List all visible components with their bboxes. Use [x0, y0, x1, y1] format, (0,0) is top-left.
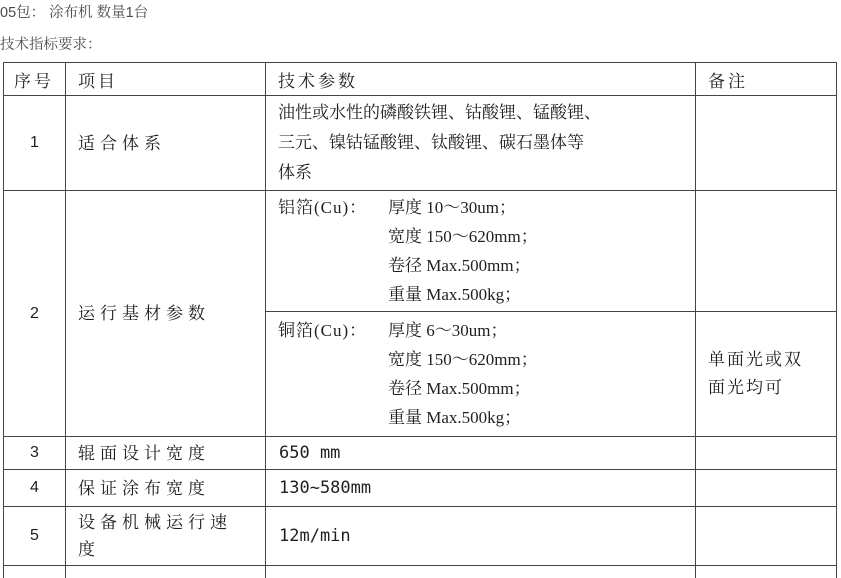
table-row	[4, 470, 837, 507]
foil-label: 铝箔(Cu)：	[278, 193, 388, 222]
foil-spec-line: 卷径 Max.500mm；	[278, 374, 689, 403]
table-row	[4, 96, 837, 191]
row5-item: 设备机械运行速度	[66, 507, 266, 566]
header-serial: 序号	[4, 63, 66, 96]
foil-value: 厚度 6～30um；	[388, 321, 507, 340]
foil-spec-block	[278, 316, 689, 432]
table-row	[4, 507, 837, 566]
foil-spec-line: 重量 Max.500kg；	[278, 280, 689, 309]
foil-spec-line: 宽度 150～620mm；	[278, 345, 689, 374]
row1-params	[266, 96, 696, 191]
row4-serial: 4	[4, 470, 66, 507]
row2-serial: 2	[4, 191, 66, 437]
table-row-clipped	[4, 566, 837, 578]
row3-param: 650 mm	[266, 437, 696, 470]
clipped-cell	[4, 566, 66, 578]
row1-note	[696, 96, 837, 191]
row1-params-line: 体系	[278, 158, 689, 188]
row1-params-line: 三元、镍钴锰酸锂、钛酸锂、碳石墨体等	[278, 128, 689, 158]
foil-spec-line: 卷径 Max.500mm；	[278, 251, 689, 280]
foil-spec-line	[278, 193, 689, 222]
spec-table	[3, 62, 837, 578]
row2-params-aluminum-foil	[266, 191, 696, 312]
row2-item: 运行基材参数	[66, 191, 266, 437]
note-line: 面光均可	[708, 374, 830, 402]
clipped-cell	[696, 566, 837, 578]
clipped-cell	[266, 566, 696, 578]
clipped-cell	[66, 566, 266, 578]
spec-requirements-label: 技术指标要求：	[0, 36, 841, 54]
table-header-row	[4, 63, 837, 96]
document-page	[0, 4, 841, 578]
header-params: 技术参数	[266, 63, 696, 96]
row1-item: 适合体系	[66, 96, 266, 191]
foil-spec-block	[278, 193, 689, 309]
row1-params-line: 油性或水性的磷酸铁锂、钴酸锂、锰酸锂、	[278, 98, 689, 128]
row5-serial: 5	[4, 507, 66, 566]
table-row	[4, 191, 837, 312]
foil-spec-line: 宽度 150～620mm；	[278, 222, 689, 251]
header-note: 备注	[696, 63, 837, 96]
row4-param: 130~580mm	[266, 470, 696, 507]
header-item: 项目	[66, 63, 266, 96]
row2-params-copper-foil	[266, 312, 696, 437]
row3-serial: 3	[4, 437, 66, 470]
table-row	[4, 437, 837, 470]
row3-note	[696, 437, 837, 470]
package-title: 05包： 涂布机 数量1台	[0, 4, 841, 22]
foil-spec-line	[278, 316, 689, 345]
row5-note	[696, 507, 837, 566]
row1-serial: 1	[4, 96, 66, 191]
row2a-note	[696, 191, 837, 312]
row4-item: 保证涂布宽度	[66, 470, 266, 507]
foil-spec-line: 重量 Max.500kg；	[278, 403, 689, 432]
row2b-note	[696, 312, 837, 437]
note-line: 单面光或双	[708, 346, 830, 374]
row3-item: 辊面设计宽度	[66, 437, 266, 470]
foil-label: 铜箔(Cu)：	[278, 316, 388, 345]
row5-param: 12m/min	[266, 507, 696, 566]
foil-value: 厚度 10～30um；	[388, 198, 516, 217]
row4-note	[696, 470, 837, 507]
